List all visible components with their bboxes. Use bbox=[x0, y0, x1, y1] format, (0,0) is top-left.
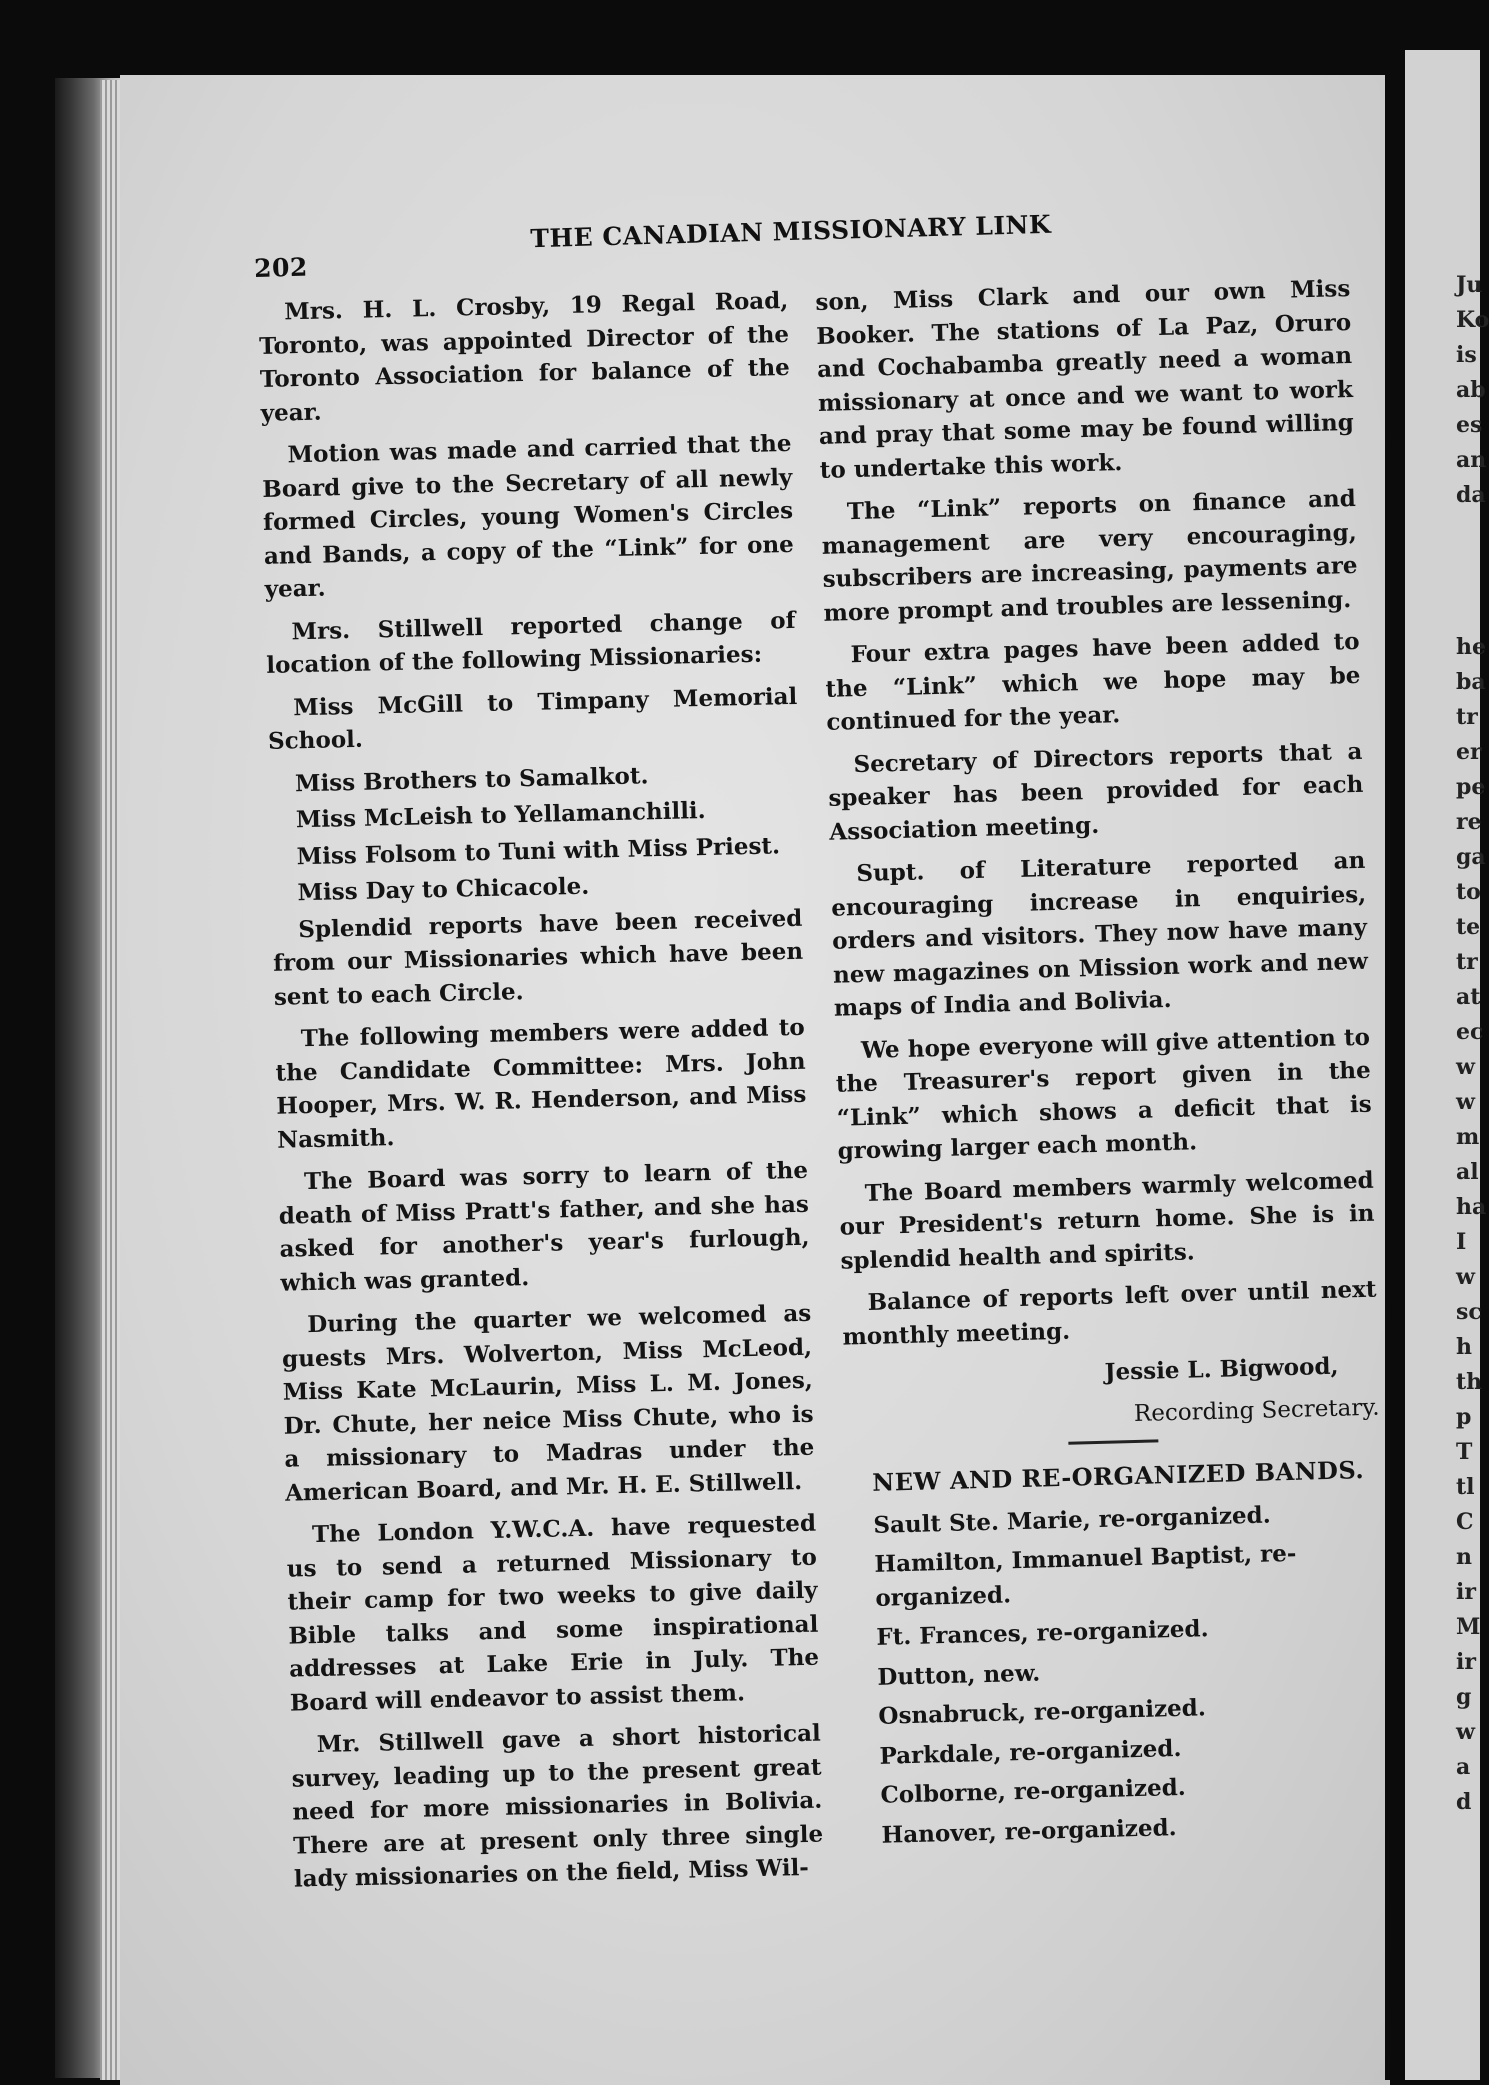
list-item: Hamilton, Immanuel Baptist, re-organized. bbox=[874, 1539, 1297, 1612]
paragraph: The Board members warmly welcomed our President's return home. She is in splendid health and spirits. bbox=[839, 1166, 1375, 1275]
paragraph: Secretary of Directors reports that a speaker has been provided for each Association meeting. bbox=[828, 737, 1364, 846]
list-item: Ft. Frances, re-organized. bbox=[876, 1615, 1209, 1651]
section-divider bbox=[1068, 1439, 1158, 1444]
right-column bbox=[815, 272, 1391, 1858]
list-item: Hanover, re-organized. bbox=[881, 1813, 1177, 1849]
paragraph: Supt. of Literature reported an encouraging increase in enquiries, orders and visitors. They now have many new magazines on Mission work and new maps of India and Bolivia. bbox=[830, 846, 1369, 1022]
paragraph: During the quarter we welcomed as guests Mrs. Wolverton, Miss McLeod, Miss Kate McLaurin, Miss L. M. Jones, Dr. Chute, her neice Miss Chute, who is a missionary to Madras under the American Board, and Mr. H. E. Stillwell. bbox=[281, 1299, 815, 1507]
journal-title: THE CANADIAN MISSIONARY LINK bbox=[530, 209, 1052, 254]
paragraph: Mrs. H. L. Crosby, 19 Regal Road, Toronto, was appointed Director of the Toronto Association for balance of the year. bbox=[258, 286, 791, 427]
list-item: Miss Brothers to Samalkot. bbox=[294, 761, 649, 797]
paragraph: We hope everyone will give attention to the Treasurer's report given in the “Link” which shows a deficit that is growing larger each month. bbox=[835, 1023, 1372, 1165]
left-column bbox=[258, 284, 824, 1905]
list-item: Colborne, re-organized. bbox=[880, 1773, 1187, 1809]
list-item: Miss McLeish to Yellamanchilli. bbox=[295, 796, 706, 834]
signature-title: Recording Secretary. bbox=[1133, 1394, 1380, 1427]
section-heading: NEW AND RE-ORGANIZED BANDS. bbox=[871, 1455, 1365, 1497]
signature-name: Jessie L. Bigwood, bbox=[1104, 1352, 1339, 1386]
facing-page-fragments-low: p T tl C n ir M ir g w a d bbox=[1456, 1404, 1481, 1815]
paragraph: Mrs. Stillwell reported change of location of the following Missionaries: bbox=[266, 606, 796, 679]
paragraph: son, Miss Clark and our own Miss Booker. The stations of La Paz, Oruro and Cochabamba greatly need a woman missionary at once and we want to work and pray that some may be found willing to undertake this work. bbox=[815, 274, 1355, 484]
paragraph: Balance of reports left over until next monthly meeting. bbox=[842, 1275, 1377, 1351]
bands-list bbox=[847, 1495, 1391, 1852]
paragraph: Four extra pages have been added to the “Link” which we hope may be continued for the year. bbox=[825, 627, 1361, 736]
paragraph: Splendid reports have been received from our Missionaries which have been sent to each Circle. bbox=[272, 904, 804, 1011]
list-item: Osnabruck, re-organized. bbox=[878, 1694, 1207, 1730]
page-number: 202 bbox=[253, 252, 309, 283]
list-item: Miss Folsom to Tuni with Miss Priest. bbox=[296, 831, 781, 870]
facing-page-fragments-top: Ju Ko is ab es an da bbox=[1456, 272, 1489, 508]
paragraph: The following members were added to the Candidate Committee: Mrs. John Hooper, Mrs. W. R. Henderson, and Miss Nasmith. bbox=[275, 1013, 807, 1154]
paragraph: The London Y.W.C.A. have requested us to send a returned Missionary to their camp for two weeks to give daily Bible talks and some inspirational addresses at Lake Erie in July. The Board will endeavor to assist them. bbox=[286, 1509, 820, 1717]
list-item: Dutton, new. bbox=[877, 1659, 1041, 1691]
paragraph: Mr. Stillwell gave a short historical survey, leading up to the present great need for more missionaries in Bolivia. There are at present only three single lady missionaries on the field, Miss Wil- bbox=[291, 1719, 824, 1893]
paragraph: The “Link” reports on finance and management are very encouraging, subscribers are increasing, payments are more prompt and troubles are lessening. bbox=[821, 484, 1358, 627]
paragraph: Miss McGill to Timpany Memorial School. bbox=[267, 682, 798, 755]
paragraph: The Board was sorry to learn of the death of Miss Pratt's father, and she has asked for another's year's furlough, which was granted. bbox=[278, 1156, 810, 1297]
paragraph: Motion was made and carried that the Board give to the Secretary of all newly formed Circles, young Women's Circles and Bands, a copy of the “Link” for one year. bbox=[262, 429, 795, 603]
facing-page-fragments-mid: he ba tr er pe re ga to te tr at ec w w m al ha I w sc h th bbox=[1456, 634, 1487, 1395]
list-item: Sault Ste. Marie, re-organized. bbox=[873, 1500, 1272, 1539]
list-item: Miss Day to Chicacole. bbox=[297, 872, 590, 907]
list-item: Parkdale, re-organized. bbox=[879, 1734, 1182, 1770]
